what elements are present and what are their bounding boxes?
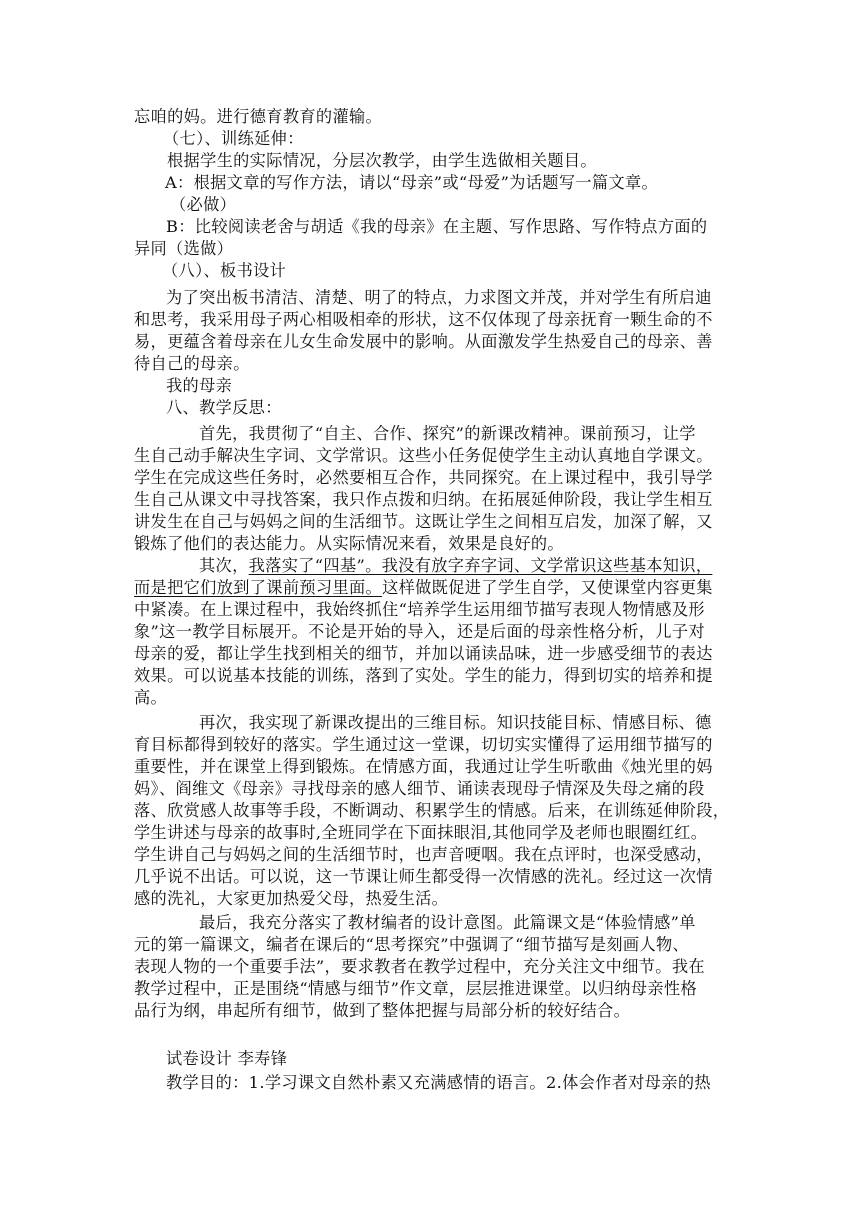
text-line: 表现人物的一个重要手法”，要求教者在教学过程中，充分关注文中细节。我在	[134, 957, 705, 976]
text-line: 再次，我实现了新课改提出的三维目标。知识技能目标、情感目标、德	[199, 713, 712, 732]
text-line: A：根据文章的写作方法，请以“母亲”或“母爱”为话题写一篇文章。	[165, 173, 659, 192]
text-line: 学生在完成这些任务时，必然要相互合作，共同探究。在上课过程中，我引导学	[134, 468, 713, 487]
text-line: 待自己的母亲。	[134, 354, 250, 373]
text-line: 元的第一篇课文，编者在课后的“思考探究”中强调了“细节描写是刻画人物、	[134, 935, 690, 954]
text-line: （必做）	[170, 195, 237, 214]
text-line: 象”这一教学目标展开。不论是开始的导入，还是后面的母亲性格分析，儿子对	[134, 622, 705, 641]
text-line: 效果。可以说基本技能的训练，落到了实处。学生的能力，得到切实的培养和提	[134, 666, 713, 685]
board-title: 我的母亲	[166, 376, 233, 395]
underlined-text: 我落实了“四基”。我没有放字弃字词、文学常识这些基本知识，	[248, 556, 713, 575]
section-heading: 八、教学反思：	[166, 398, 282, 417]
section-heading: 试卷设计 李寿锋	[166, 1049, 288, 1068]
text-line: 教学过程中，正是围绕“情感与细节”作文章，层层推进课堂。以归纳母亲性格	[134, 979, 697, 998]
text-line: 教学目的：1.学习课文自然朴素又充满感情的语言。2.体会作者对母亲的热	[166, 1073, 711, 1092]
text-line: 学生讲自己与妈妈之间的生活细节时，也声音哽咽。我在点评时，也深受感动，	[134, 845, 713, 864]
text-line	[0, 577, 860, 599]
text-line: 讲发生在自己与妈妈之间的生活细节。这既让学生之间相互启发，加深了解，又	[134, 512, 713, 531]
text-line: 育目标都得到较好的落实。学生通过这一堂课，切切实实懂得了运用细节描写的	[134, 735, 713, 754]
underlined-text: 而是把它们放到了课前预习里面。	[134, 578, 383, 597]
text-line: 感的洗礼，大家更加热爱父母，热爱生活。	[134, 889, 449, 908]
text-line: 生自己从课文中寻找答案，我只作点拨和归纳。在拓展延伸阶段，我让学生相互	[134, 490, 713, 509]
text-line: 重要性，并在课堂上得到锻炼。在情感方面，我通过让学生听歌曲《烛光里的妈	[134, 757, 713, 776]
text-line: 首先，我贯彻了“自主、合作、探究”的新课改精神。课前预习，让学	[199, 424, 696, 443]
text-line: 忘咱的妈。进行德育教育的灌输。	[134, 107, 383, 126]
text-line: 和思考，我采用母子两心相吸相牵的形状，这不仅体现了母亲抚育一颗生命的不	[134, 310, 713, 329]
text-line: 异同（选做）	[134, 239, 234, 258]
text-line: 易，更蕴含着母亲在儿女生命发展中的影响。从面激发学生热爱自己的母亲、善	[134, 332, 713, 351]
text-line: 妈》、阎维文《母亲》寻找母亲的感人细节、诵读表现母子情深及失母之痛的段	[134, 779, 705, 798]
text-line: 锻炼了他们的表达能力。从实际情况来看，效果是良好的。	[134, 534, 564, 553]
text-line: B：比较阅读老舍与胡适《我的母亲》在主题、写作思路、写作特点方面的	[166, 217, 708, 236]
text-line: 几乎说不出话。可以说，这一节课让师生都受得一次情感的洗礼。经过这一次情	[134, 867, 713, 886]
text-line: 最后，我充分落实了教材编者的设计意图。此篇课文是“体验情感”单	[199, 913, 696, 932]
text-line: 中紧凑。在上课过程中，我始终抓住“培养学生运用细节描写表现人物情感及形	[134, 600, 705, 619]
line-text: 这样做既促进了学生自学，又使课堂内容更集	[382, 578, 713, 597]
section-heading: （七）、训练延伸：	[163, 129, 304, 148]
text-line: 学生讲述与母亲的故事时,全班同学在下面抹眼泪,其他同学及老师也眼圈红红。	[134, 823, 708, 842]
text-line: 高。	[134, 688, 168, 707]
text-line: 为了突出板书清洁、清楚、明了的特点，力求图文并茂，并对学生有所启迪	[166, 288, 712, 307]
text-line: 根据学生的实际情况，分层次教学，由学生选做相关题目。	[167, 151, 597, 170]
text-line: 品行为纲，串起所有细节，做到了整体把握与局部分析的较好结合。	[134, 1001, 631, 1020]
text-line: 落、欣赏感人故事等手段，不断调动、积累学生的情感。后来，在训练延伸阶段，	[134, 801, 730, 820]
text-line: 母亲的爱，都让学生找到相关的细节，并加以诵读品味，进一步感受细节的表达	[134, 644, 713, 663]
line-text: 其次，	[199, 556, 249, 575]
text-line	[0, 555, 860, 577]
section-heading: （八）、板书设计	[162, 261, 287, 280]
text-line: 生自己动手解决生字词、文学常识。这些小任务促使学生主动认真地自学课文。	[134, 446, 713, 465]
